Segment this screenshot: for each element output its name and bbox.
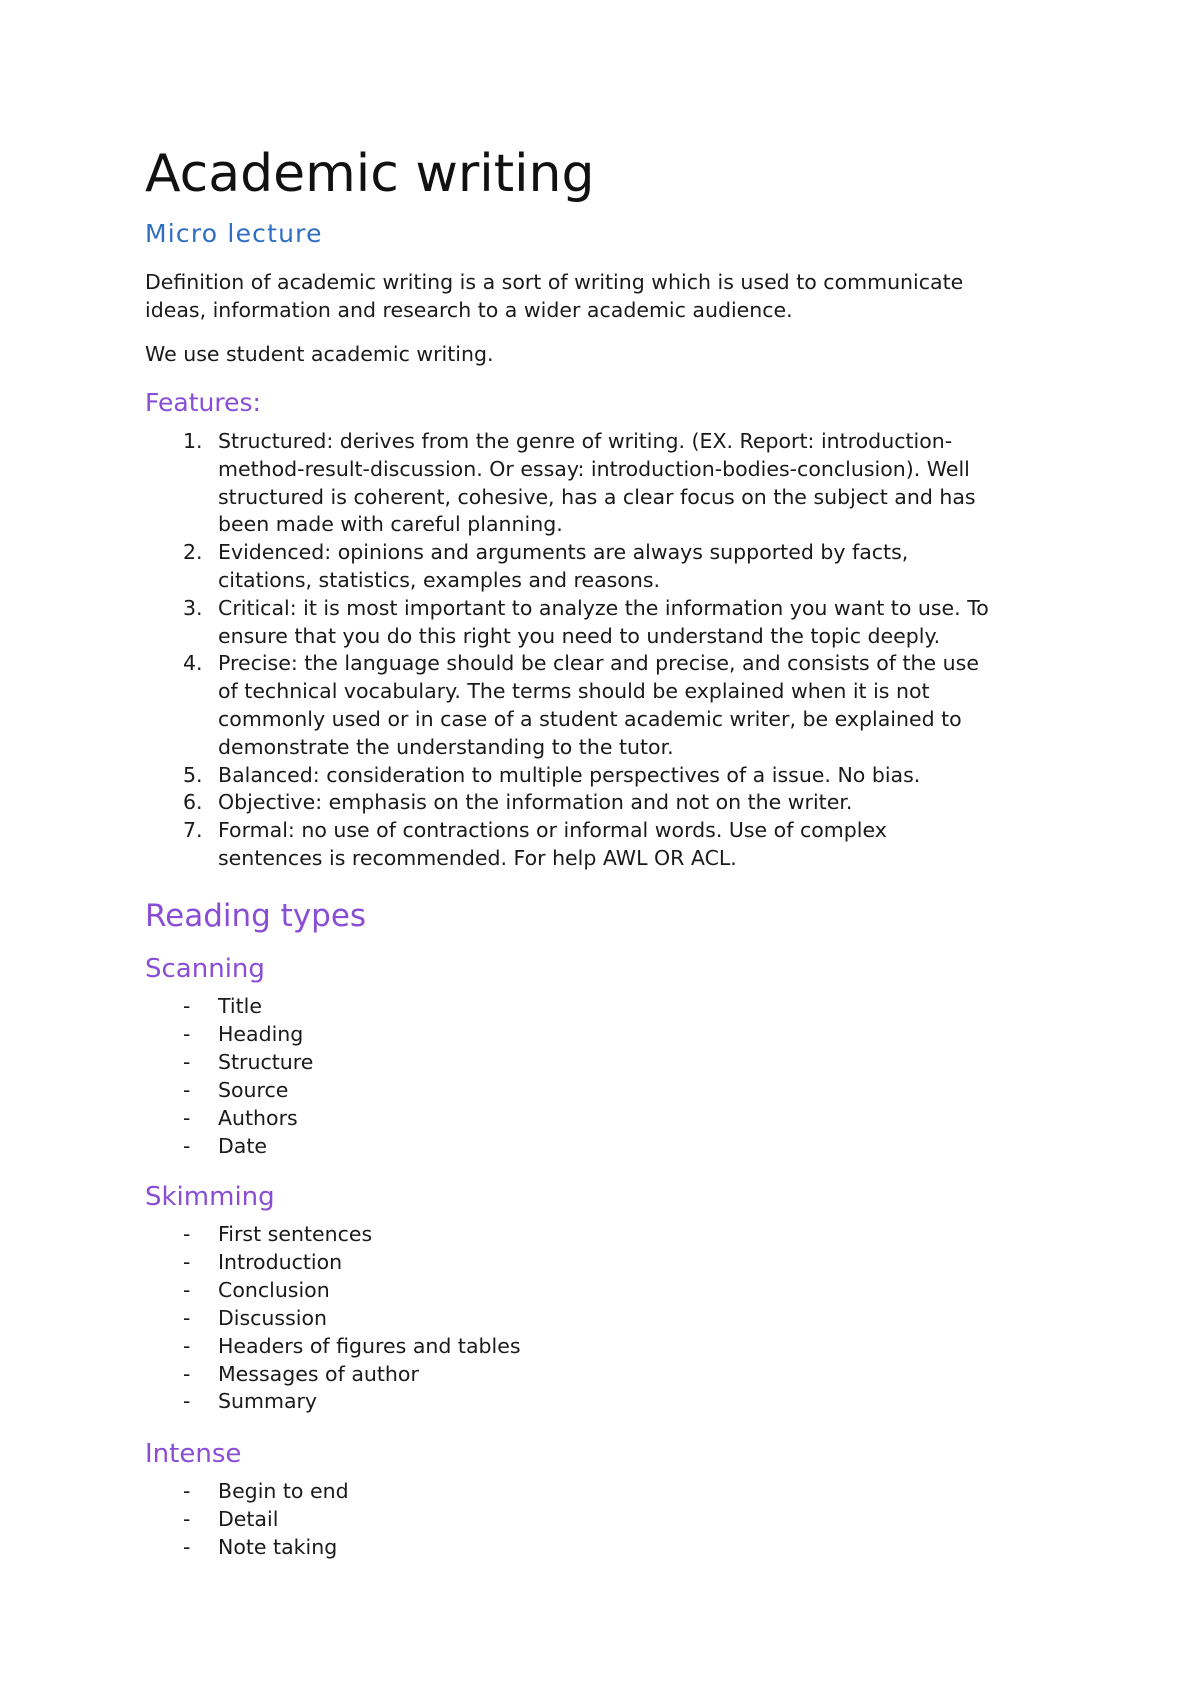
features-heading: Features: — [145, 388, 261, 417]
skimming-list — [145, 1221, 521, 1416]
list-dash: - — [183, 1021, 191, 1046]
list-number: 3. — [183, 595, 203, 620]
list-item-text: Introduction — [218, 1249, 343, 1274]
list-item — [145, 1049, 313, 1077]
list-item — [145, 428, 1065, 539]
list-item — [145, 1534, 349, 1562]
list-dash: - — [183, 1222, 191, 1246]
list-item-text: Note taking — [218, 1534, 338, 1559]
list-item — [145, 1105, 313, 1133]
definition-paragraph — [145, 268, 963, 324]
definition-line: Definition of academic writing is a sort of writing which is used to communicate — [145, 270, 964, 294]
list-number: 5. — [183, 762, 203, 787]
list-item-text: First sentences — [218, 1222, 373, 1246]
list-number: 6. — [183, 790, 203, 815]
list-item-line: Formal: no use of contractions or informal words. Use of complex — [218, 818, 887, 843]
features-list — [145, 428, 1065, 873]
list-item-text: Begin to end — [218, 1479, 349, 1503]
list-item — [145, 595, 1065, 651]
list-item-text: Date — [218, 1133, 267, 1158]
list-item-line: Structured: derives from the genre of writing. (EX. Report: introduction- — [218, 429, 953, 453]
list-item-line: Evidenced: opinions and arguments are always supported by facts, — [218, 540, 909, 565]
use-paragraph: We use student academic writing. — [145, 342, 494, 366]
list-item — [145, 1249, 521, 1277]
list-item-line: Objective: emphasis on the information and not on the writer. — [218, 790, 853, 815]
list-dash: - — [183, 1105, 191, 1130]
list-dash: - — [183, 994, 191, 1018]
list-item — [145, 539, 1065, 595]
scanning-heading: Scanning — [145, 954, 265, 984]
list-item — [145, 1221, 521, 1249]
skimming-heading: Skimming — [145, 1182, 275, 1212]
intense-heading: Intense — [145, 1439, 242, 1469]
reading-types-heading: Reading types — [145, 898, 367, 934]
list-item-text: Heading — [218, 1021, 304, 1046]
list-item-text: Structure — [218, 1049, 314, 1074]
list-item-text: Summary — [218, 1389, 318, 1414]
list-item-text: Detail — [218, 1506, 279, 1531]
list-item — [145, 1133, 313, 1161]
list-dash: - — [183, 1333, 191, 1358]
list-dash: - — [183, 1389, 191, 1414]
list-number: 4. — [183, 651, 203, 676]
list-item — [145, 1361, 521, 1389]
list-item — [145, 993, 313, 1021]
list-dash: - — [183, 1133, 191, 1158]
intense-list — [145, 1478, 349, 1562]
list-number: 1. — [183, 429, 203, 453]
list-item-text: Title — [218, 994, 262, 1018]
list-item — [145, 817, 1065, 873]
list-dash: - — [183, 1361, 191, 1386]
list-dash: - — [183, 1077, 191, 1102]
list-item-text: Discussion — [218, 1305, 328, 1330]
list-item-line: Critical: it is most important to analyze the information you want to use. To — [218, 595, 989, 620]
scanning-list — [145, 993, 313, 1160]
list-item — [145, 1506, 349, 1534]
list-dash: - — [183, 1479, 191, 1503]
list-item-line: demonstrate the understanding to the tutor. — [218, 734, 674, 759]
list-item — [145, 1021, 313, 1049]
list-item-line: ensure that you do this right you need to understand the topic deeply. — [218, 623, 941, 648]
list-item-text: Authors — [218, 1105, 298, 1130]
list-item-text: Headers of figures and tables — [218, 1333, 521, 1358]
list-dash: - — [183, 1049, 191, 1074]
list-item-line: structured is coherent, cohesive, has a clear focus on the subject and has — [218, 484, 976, 509]
list-number: 2. — [183, 540, 203, 565]
list-item-line: citations, statistics, examples and reasons. — [218, 567, 661, 592]
list-dash: - — [183, 1506, 191, 1531]
list-item-line: of technical vocabulary. The terms should be explained when it is not — [218, 679, 930, 704]
list-item — [145, 1388, 521, 1416]
list-item-text: Source — [218, 1077, 289, 1102]
list-item — [145, 1333, 521, 1361]
list-dash: - — [183, 1249, 191, 1274]
list-number: 7. — [183, 818, 203, 843]
list-item — [145, 650, 1065, 761]
document-title: Academic writing — [145, 144, 595, 204]
list-item-text: Messages of author — [218, 1361, 419, 1386]
list-item-line: Balanced: consideration to multiple perspectives of a issue. No bias. — [218, 762, 921, 787]
list-item-line: been made with careful planning. — [218, 512, 563, 537]
list-item-line: Precise: the language should be clear and precise, and consists of the use — [218, 651, 979, 676]
list-item — [145, 1077, 313, 1105]
list-dash: - — [183, 1305, 191, 1330]
list-dash: - — [183, 1277, 191, 1302]
list-item — [145, 1478, 349, 1506]
list-item — [145, 789, 1065, 817]
list-item — [145, 1277, 521, 1305]
list-item — [145, 762, 1065, 790]
list-item-line: sentences is recommended. For help AWL OR ACL. — [218, 845, 737, 870]
list-dash: - — [183, 1534, 191, 1559]
definition-line: ideas, information and research to a wider academic audience. — [145, 298, 793, 322]
micro-lecture-subtitle: Micro lecture — [145, 219, 323, 248]
list-item-line: method-result-discussion. Or essay: introduction-bodies-conclusion). Well — [218, 456, 970, 481]
list-item — [145, 1305, 521, 1333]
list-item-text: Conclusion — [218, 1277, 330, 1302]
list-item-line: commonly used or in case of a student academic writer, be explained to — [218, 706, 962, 731]
